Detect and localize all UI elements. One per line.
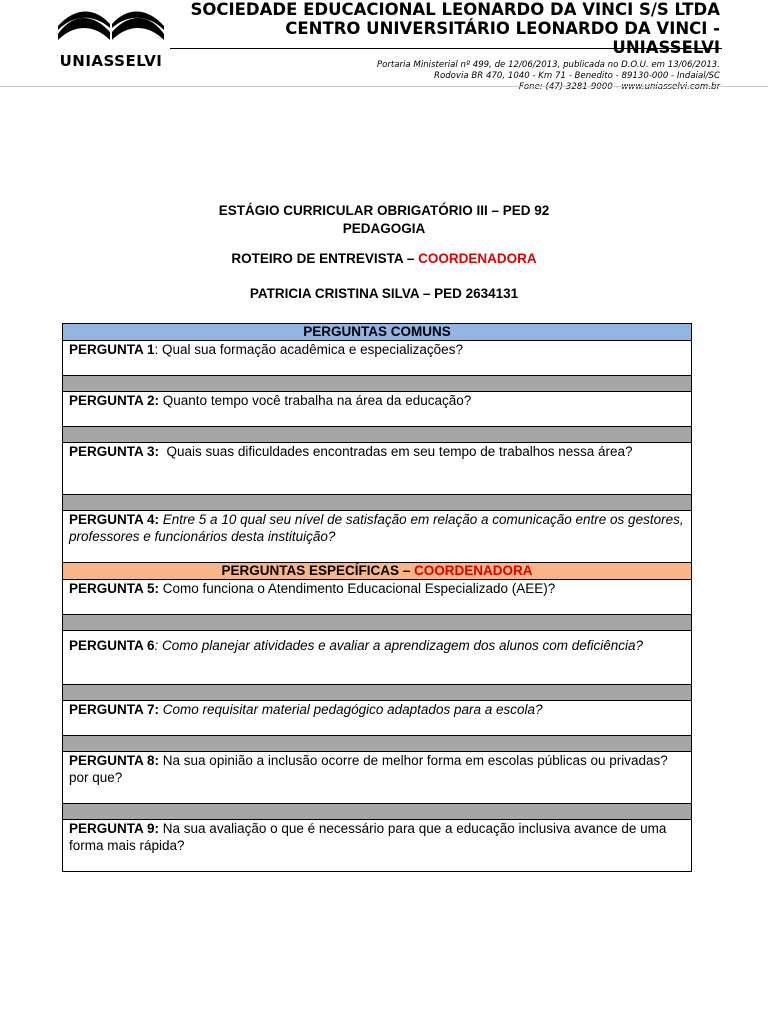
contact-text: Fone: (47) 3281-9000 - www.uniasselvi.com.br xyxy=(518,82,720,92)
question-label: PERGUNTA 3: xyxy=(69,444,160,459)
institution-name: SOCIEDADE EDUCACIONAL LEONARDO DA VINCI S/S LTDA xyxy=(190,0,720,19)
letterhead xyxy=(0,0,768,90)
section-title-common: PERGUNTAS COMUNS xyxy=(63,324,692,341)
section-title-specific xyxy=(63,563,692,580)
question-label: PERGUNTA 8: xyxy=(69,753,160,768)
separator-row xyxy=(63,427,692,443)
question-row xyxy=(63,752,692,804)
question-label: PERGUNTA 6 xyxy=(69,638,155,653)
question-text: Na sua opinião a inclusão ocorre de melhor forma em escolas públicas ou privadas? por que? xyxy=(69,753,668,785)
student-line: PATRICIA CRISTINA SILVA – PED 2634131 xyxy=(249,286,519,301)
institution-block xyxy=(172,0,720,93)
question-label: PERGUNTA 2: xyxy=(69,393,160,408)
interview-title xyxy=(0,250,768,268)
book-wings-icon xyxy=(52,6,170,54)
separator-row xyxy=(63,376,692,392)
question-row xyxy=(63,701,692,736)
question-text: Quanto tempo você trabalha na área da educação? xyxy=(162,393,472,408)
separator-row xyxy=(63,804,692,820)
interview-title-prefix: ROTEIRO DE ENTREVISTA – xyxy=(231,251,419,266)
portaria-text: Portaria Ministerial nº 499, de 12/06/2013, publicada no D.O.U. em 13/06/2013. xyxy=(376,60,720,70)
question-text: Como planejar atividades e avaliar a aprendizagem dos alunos com deficiência? xyxy=(162,638,644,653)
uniasselvi-logo xyxy=(52,6,170,70)
section-role: COORDENADORA xyxy=(414,563,533,578)
separator-row xyxy=(63,615,692,631)
header-divider xyxy=(170,48,722,49)
question-text: Como funciona o Atendimento Educacional Especializado (AEE)? xyxy=(162,581,556,596)
header-bottom-line xyxy=(0,86,768,87)
section-title-prefix: PERGUNTAS ESPECÍFICAS – xyxy=(221,563,415,578)
question-row xyxy=(63,580,692,615)
question-text: Como requisitar material pedagógico adaptados para a escola? xyxy=(162,702,543,717)
interview-role: COORDENADORA xyxy=(418,251,537,266)
question-label: PERGUNTA 5: xyxy=(69,581,160,596)
question-row xyxy=(63,820,692,872)
course-name: PEDAGOGIA xyxy=(342,221,426,236)
separator-row xyxy=(63,495,692,511)
question-label: PERGUNTA 4: xyxy=(69,512,160,527)
university-name: CENTRO UNIVERSITÁRIO LEONARDO DA VINCI - xyxy=(285,19,720,38)
questions-table xyxy=(62,323,692,872)
question-text: Qual sua formação acadêmica e especializações? xyxy=(162,342,463,357)
address-text: Rodovia BR 470, 1040 - Km 71 - Benedito - 89130-000 - Indaial/SC xyxy=(433,71,720,81)
question-label: PERGUNTA 1 xyxy=(69,342,155,357)
question-text: Quais suas dificuldades encontradas em seu tempo de trabalhos nessa área? xyxy=(166,444,633,459)
course-title: ESTÁGIO CURRICULAR OBRIGATÓRIO III – PED 92 xyxy=(218,203,550,218)
section-header-specific xyxy=(63,563,692,580)
logo-text: UNIASSELVI xyxy=(59,52,163,70)
question-label: PERGUNTA 9: xyxy=(69,821,160,836)
question-row xyxy=(63,392,692,427)
university-acronym: UNIASSELVI xyxy=(612,38,720,57)
separator-row xyxy=(63,736,692,752)
question-row: PERGUNTA 6: Como planejar atividades e avaliar a aprendizagem dos alunos com deficiência? xyxy=(63,631,692,685)
question-row: PERGUNTA 1: Qual sua formação acadêmica e especializações? xyxy=(63,341,692,376)
question-label: PERGUNTA 7: xyxy=(69,702,160,717)
question-row xyxy=(63,511,692,563)
question-text: Entre 5 a 10 qual seu nível de satisfação em relação a comunicação entre os gestores, professores e funcionários desta instituição? xyxy=(69,512,684,544)
section-header-common xyxy=(63,324,692,341)
question-text: Na sua avaliação o que é necessário para que a educação inclusiva avance de uma forma mais rápida? xyxy=(69,821,667,853)
question-row xyxy=(63,443,692,495)
separator-row xyxy=(63,685,692,701)
document-titles xyxy=(0,202,768,303)
